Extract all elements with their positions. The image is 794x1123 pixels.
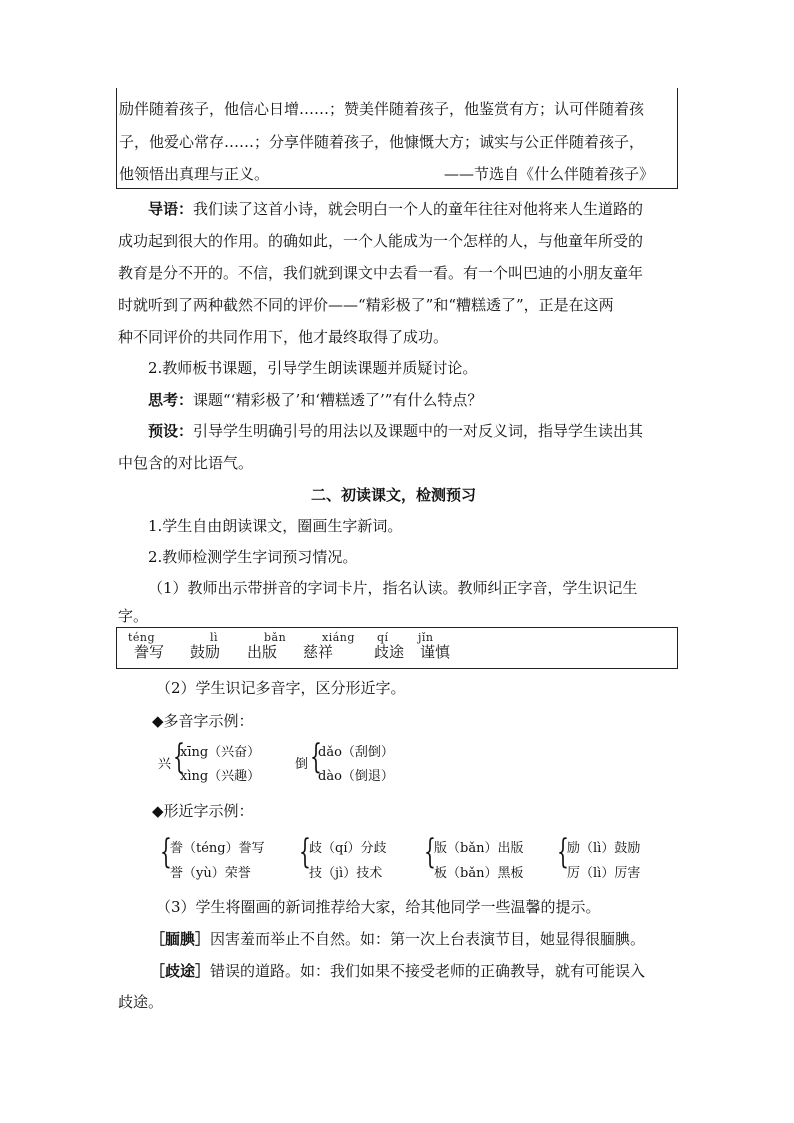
brace-icon: {	[299, 832, 311, 872]
word-1-pinyin: téng	[128, 631, 156, 644]
section-heading: 二、初读课文，检测预习	[311, 486, 477, 504]
preset-label: 预设：	[148, 422, 194, 440]
glossary-2-def: 错误的道路。如：我们如果不接受老师的正确教导，就有可能误入	[210, 962, 646, 980]
sub3: （3）学生将圈画的新词推荐给大家，给其他同学一些温馨的提示。	[156, 898, 601, 916]
sub2: （2）学生识记多音字，区分形近字。	[156, 679, 406, 697]
similar-4-b: 厉（lì）厉害	[567, 866, 641, 881]
similar-2-b: 技（jì）技术	[309, 866, 383, 881]
poem-line-3: 他领悟出真理与正义。	[119, 165, 270, 183]
word-1: 誊写	[134, 643, 165, 661]
similar-title: ◆形近字示例：	[152, 802, 254, 820]
intro-line-4: 时就听到了两种截然不同的评价——“精彩极了”和“糟糕透了”，正是在这两	[118, 296, 614, 314]
think-line	[148, 389, 482, 410]
intro-line-5: 种不同评价的共同作用下，他才最终取得了成功。	[118, 328, 449, 346]
glossary-2-term: ［歧途］	[150, 962, 211, 980]
glossary-2-cont: 歧途。	[118, 993, 164, 1011]
polyphone-2-char: 倒	[295, 757, 309, 772]
sub1-line-1: （1）教师出示带拼音的字词卡片，指名认读。教师纠正字音，学生识记生	[148, 579, 638, 597]
similar-3-a: 版（bǎn）出版	[434, 841, 524, 856]
preset-line-2: 中包含的对比语气。	[118, 454, 254, 472]
word-6-pinyin: jǐn	[418, 631, 434, 644]
intro-line-2: 成功起到很大的作用。的确如此，一个人能成为一个怎样的人，与他童年所受的	[118, 232, 644, 250]
glossary-2	[150, 960, 645, 981]
word-2-pinyin: lì	[210, 631, 219, 644]
polyphone-1-char: 兴	[158, 757, 172, 772]
brace-icon: {	[160, 832, 172, 872]
similar-4-a: 励（lì）鼓励	[567, 841, 641, 856]
section-item-1: 1.学生自由朗读课文，圈画生字新词。	[148, 517, 403, 535]
preset-line-1	[148, 420, 643, 441]
word-5: 歧途	[374, 643, 405, 661]
word-3-pinyin: bǎn	[264, 631, 287, 644]
word-4-pinyin: xiáng	[322, 631, 355, 644]
polyphone-title: ◆多音字示例：	[152, 712, 254, 730]
intro-line-1	[148, 198, 643, 219]
intro-text-1: 我们读了这首小诗，就会明白一个人的童年往往对他将来人生道路的	[193, 200, 644, 218]
word-6: 谨慎	[420, 643, 451, 661]
polyphone-2-item-2: dào（倒退）	[318, 769, 394, 784]
brace-icon: {	[424, 832, 436, 872]
intro-label: 导语：	[148, 200, 194, 218]
glossary-1-term: ［腼腆］	[150, 930, 211, 948]
brace-icon: {	[310, 737, 322, 777]
polyphone-2-item-1: dǎo（刮倒）	[318, 745, 394, 760]
word-2: 鼓励	[190, 643, 221, 661]
similar-1-a: 誊（téng）誊写	[170, 841, 265, 856]
glossary-1-def: 因害羞而举止不自然。如：第一次上台表演节目，她显得很腼腆。	[210, 930, 646, 948]
poem-line-1: 励伴随着孩子，他信心日增……；赞美伴随着孩子，他鉴赏有方；认可伴随着孩	[119, 100, 645, 118]
intro-line-3: 教育是分不开的。不信，我们就到课文中去看一看。有一个叫巴迪的小朋友童年	[118, 264, 644, 282]
word-3: 出版	[247, 643, 278, 661]
think-text: 课题“‘精彩极了’和‘糟糕透了’”有什么特点？	[193, 391, 483, 409]
brace-icon: {	[557, 832, 569, 872]
polyphone-1-item-2: xìng（兴趣）	[180, 769, 261, 784]
poem-line-2: 子，他爱心常存……；分享伴随着孩子，他慷慨大方；诚实与公正伴随着孩子，	[119, 133, 645, 151]
similar-1-b: 誉（yù）荣誉	[170, 866, 251, 881]
brace-icon: {	[173, 737, 185, 777]
section-item-2: 2.教师检测学生字词预习情况。	[148, 548, 358, 566]
preset-text-1: 引导学生明确引号的用法以及课题中的一对反义词，指导学生读出其	[193, 422, 644, 440]
similar-3-b: 板（bǎn）黑板	[434, 866, 524, 881]
think-label: 思考：	[148, 391, 194, 409]
step-2: 2.教师板书课题，引导学生朗读课题并质疑讨论。	[148, 359, 478, 377]
word-4: 慈祥	[303, 643, 334, 661]
glossary-1	[150, 928, 645, 949]
similar-2-a: 歧（qí）分歧	[309, 841, 387, 856]
word-5-pinyin: qí	[377, 631, 389, 644]
polyphone-1-item-1: xīng（兴奋）	[180, 745, 261, 760]
poem-source: ——节选自《什么伴随着孩子》	[444, 165, 655, 183]
sub1-line-2: 字。	[118, 607, 149, 625]
